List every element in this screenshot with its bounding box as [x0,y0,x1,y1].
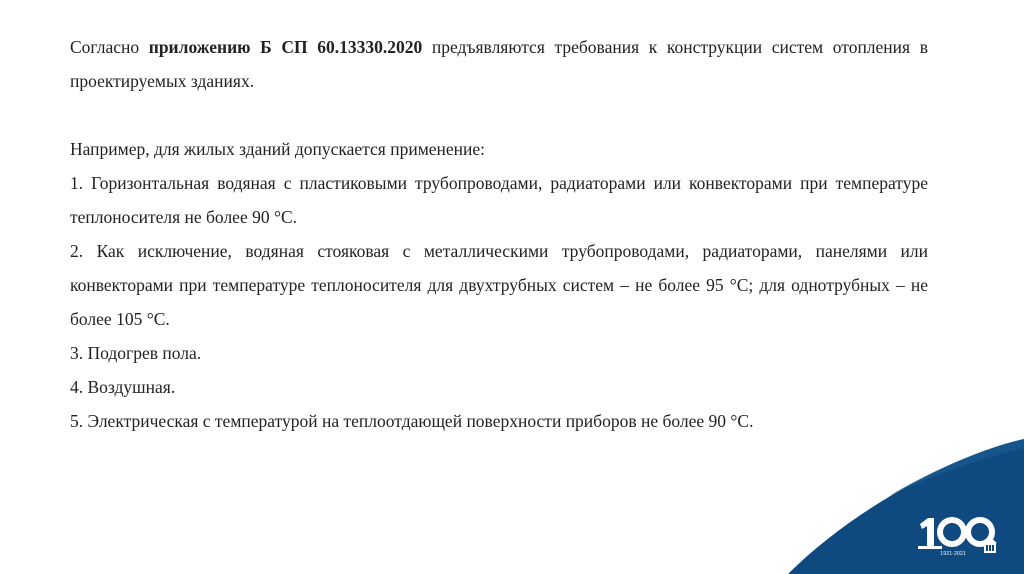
intro-reference: приложению Б СП 60.13330.2020 [148,37,423,57]
list-item: 1. Горизонтальная водяная с пластиковыми трубопроводами, радиаторами или конвекторами при температуре теплоносителя не более 90 °С. [70,173,928,227]
list-item: 4. Воздушная. [70,377,176,397]
intro-paragraph [70,30,928,98]
logo-years: 1921-2021 [940,551,966,557]
list-item: 3. Подогрев пола. [70,343,202,363]
list-item: 5. Электрическая с температурой на теплоотдающей поверхности приборов не более 90 °С. [70,411,754,431]
intro-prefix: Согласно [70,37,149,57]
slide-text [70,30,928,438]
paragraph-gap [70,98,928,132]
lead-paragraph: Например, для жилых зданий допускается применение: [70,139,486,159]
list-item: 2. Как исключение, водяная стояковая с металлическими трубопроводами, радиаторами, панелями или конвекторами при температуре теплоносителя для двухтрубных систем – не более 95 °С; для однотрубных – не более 105 °С. [70,241,928,329]
intro-suffix: предъявляются требования к конструкции систем отопления в проектируемых зданиях. [70,37,928,91]
